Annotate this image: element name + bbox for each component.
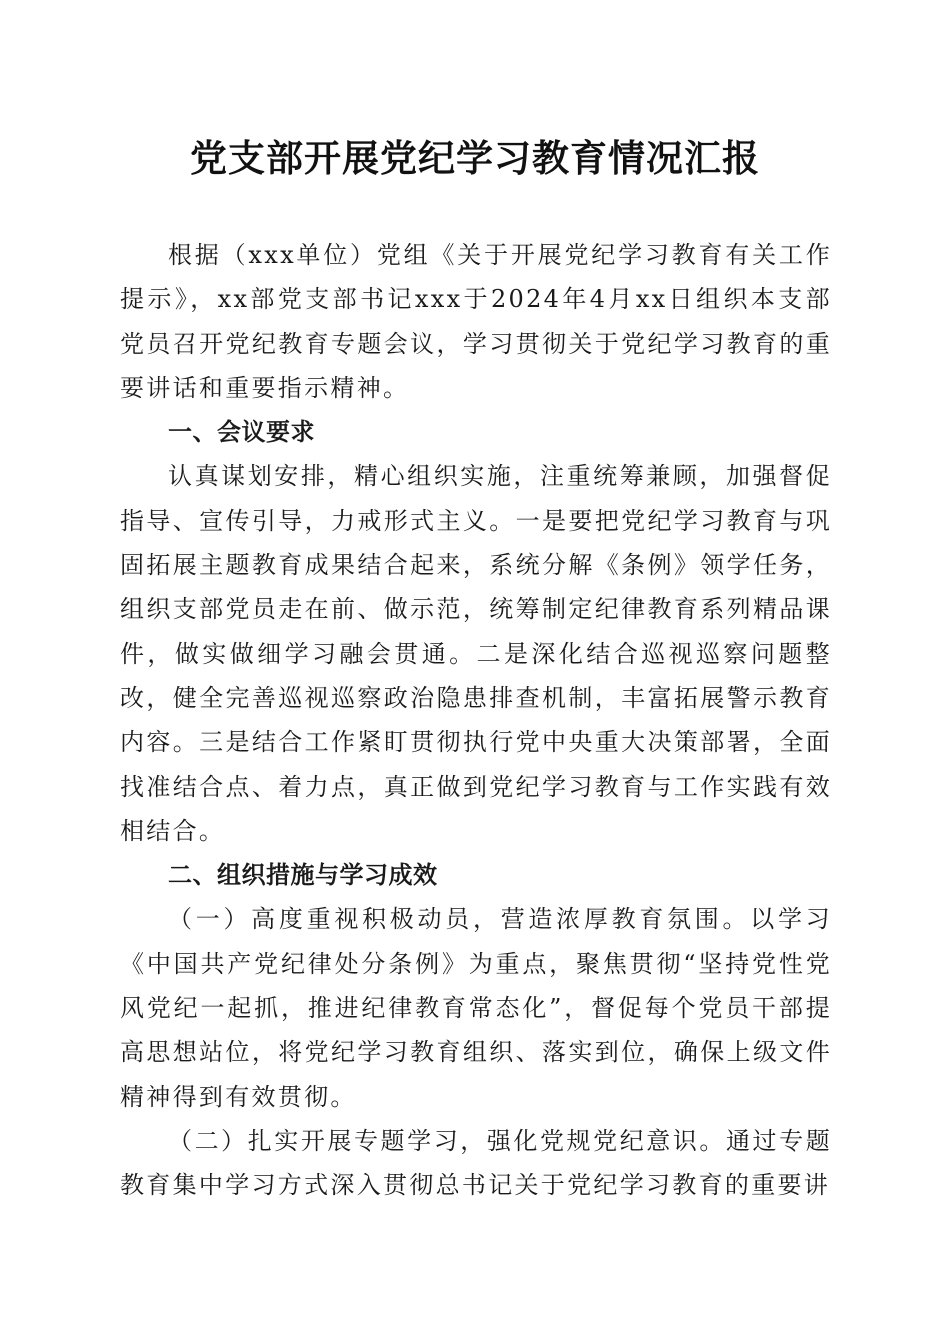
measure-2-lead: （二）扎实开展专题学习，强化党规党纪意识。: [168, 1126, 726, 1155]
section-heading-measures-results: 二、组织措施与学习成效: [168, 861, 438, 890]
measure-2-text: 通过专题教育集中学习方式深入贯彻总书记关于党纪学习教育的重要讲: [120, 1126, 832, 1200]
document-title: 党支部开展党纪学习教育情况汇报: [190, 136, 760, 180]
meeting-requirements-paragraph: 认真谋划安排，精心组织实施，注重统筹兼顾，加强督促指导、宣传引导，力戒形式主义。一是要把党纪学习教育与巩固拓展主题教育成果结合起来，系统分解《条例》领学任务，组织支部党员走在前、做示范，统筹制定纪律教育系列精品课件，做实做细学习融会贯通。二是深化结合巡视巡察问题整改，健全完善巡视巡察政治隐患排查机制，丰富拓展警示教育内容。三是结合工作紧盯贯彻执行党中央重大决策部署，全面找准结合点、着力点，真正做到党纪学习教育与工作实践有效相结合。: [120, 462, 832, 845]
measure-paragraph-1: [120, 897, 832, 1118]
measure-paragraph-2: [120, 1119, 832, 1208]
intro-paragraph: 根据（xxx单位）党组《关于开展党纪学习教育有关工作提示》，xx部党支部书记xxx于2024年4月xx日组织本支部党员召开党纪教育专题会议，学习贯彻关于党纪学习教育的重要讲话和重要指示精神。: [120, 241, 832, 402]
document-body: [120, 233, 832, 1208]
measure-1-lead: （一）高度重视积极动员，营造浓厚教育氛围。: [168, 905, 751, 934]
measure-1-text: 以学习《中国共产党纪律处分条例》为重点，聚焦贯彻“坚持党性党风党纪一起抓，推进纪律教育常态化”，督促每个党员干部提高思想站位，将党纪学习教育组织、落实到位，确保上级文件精神得到有效贯彻。: [120, 905, 832, 1111]
section-heading-meeting-requirements: 一、会议要求: [168, 418, 315, 447]
